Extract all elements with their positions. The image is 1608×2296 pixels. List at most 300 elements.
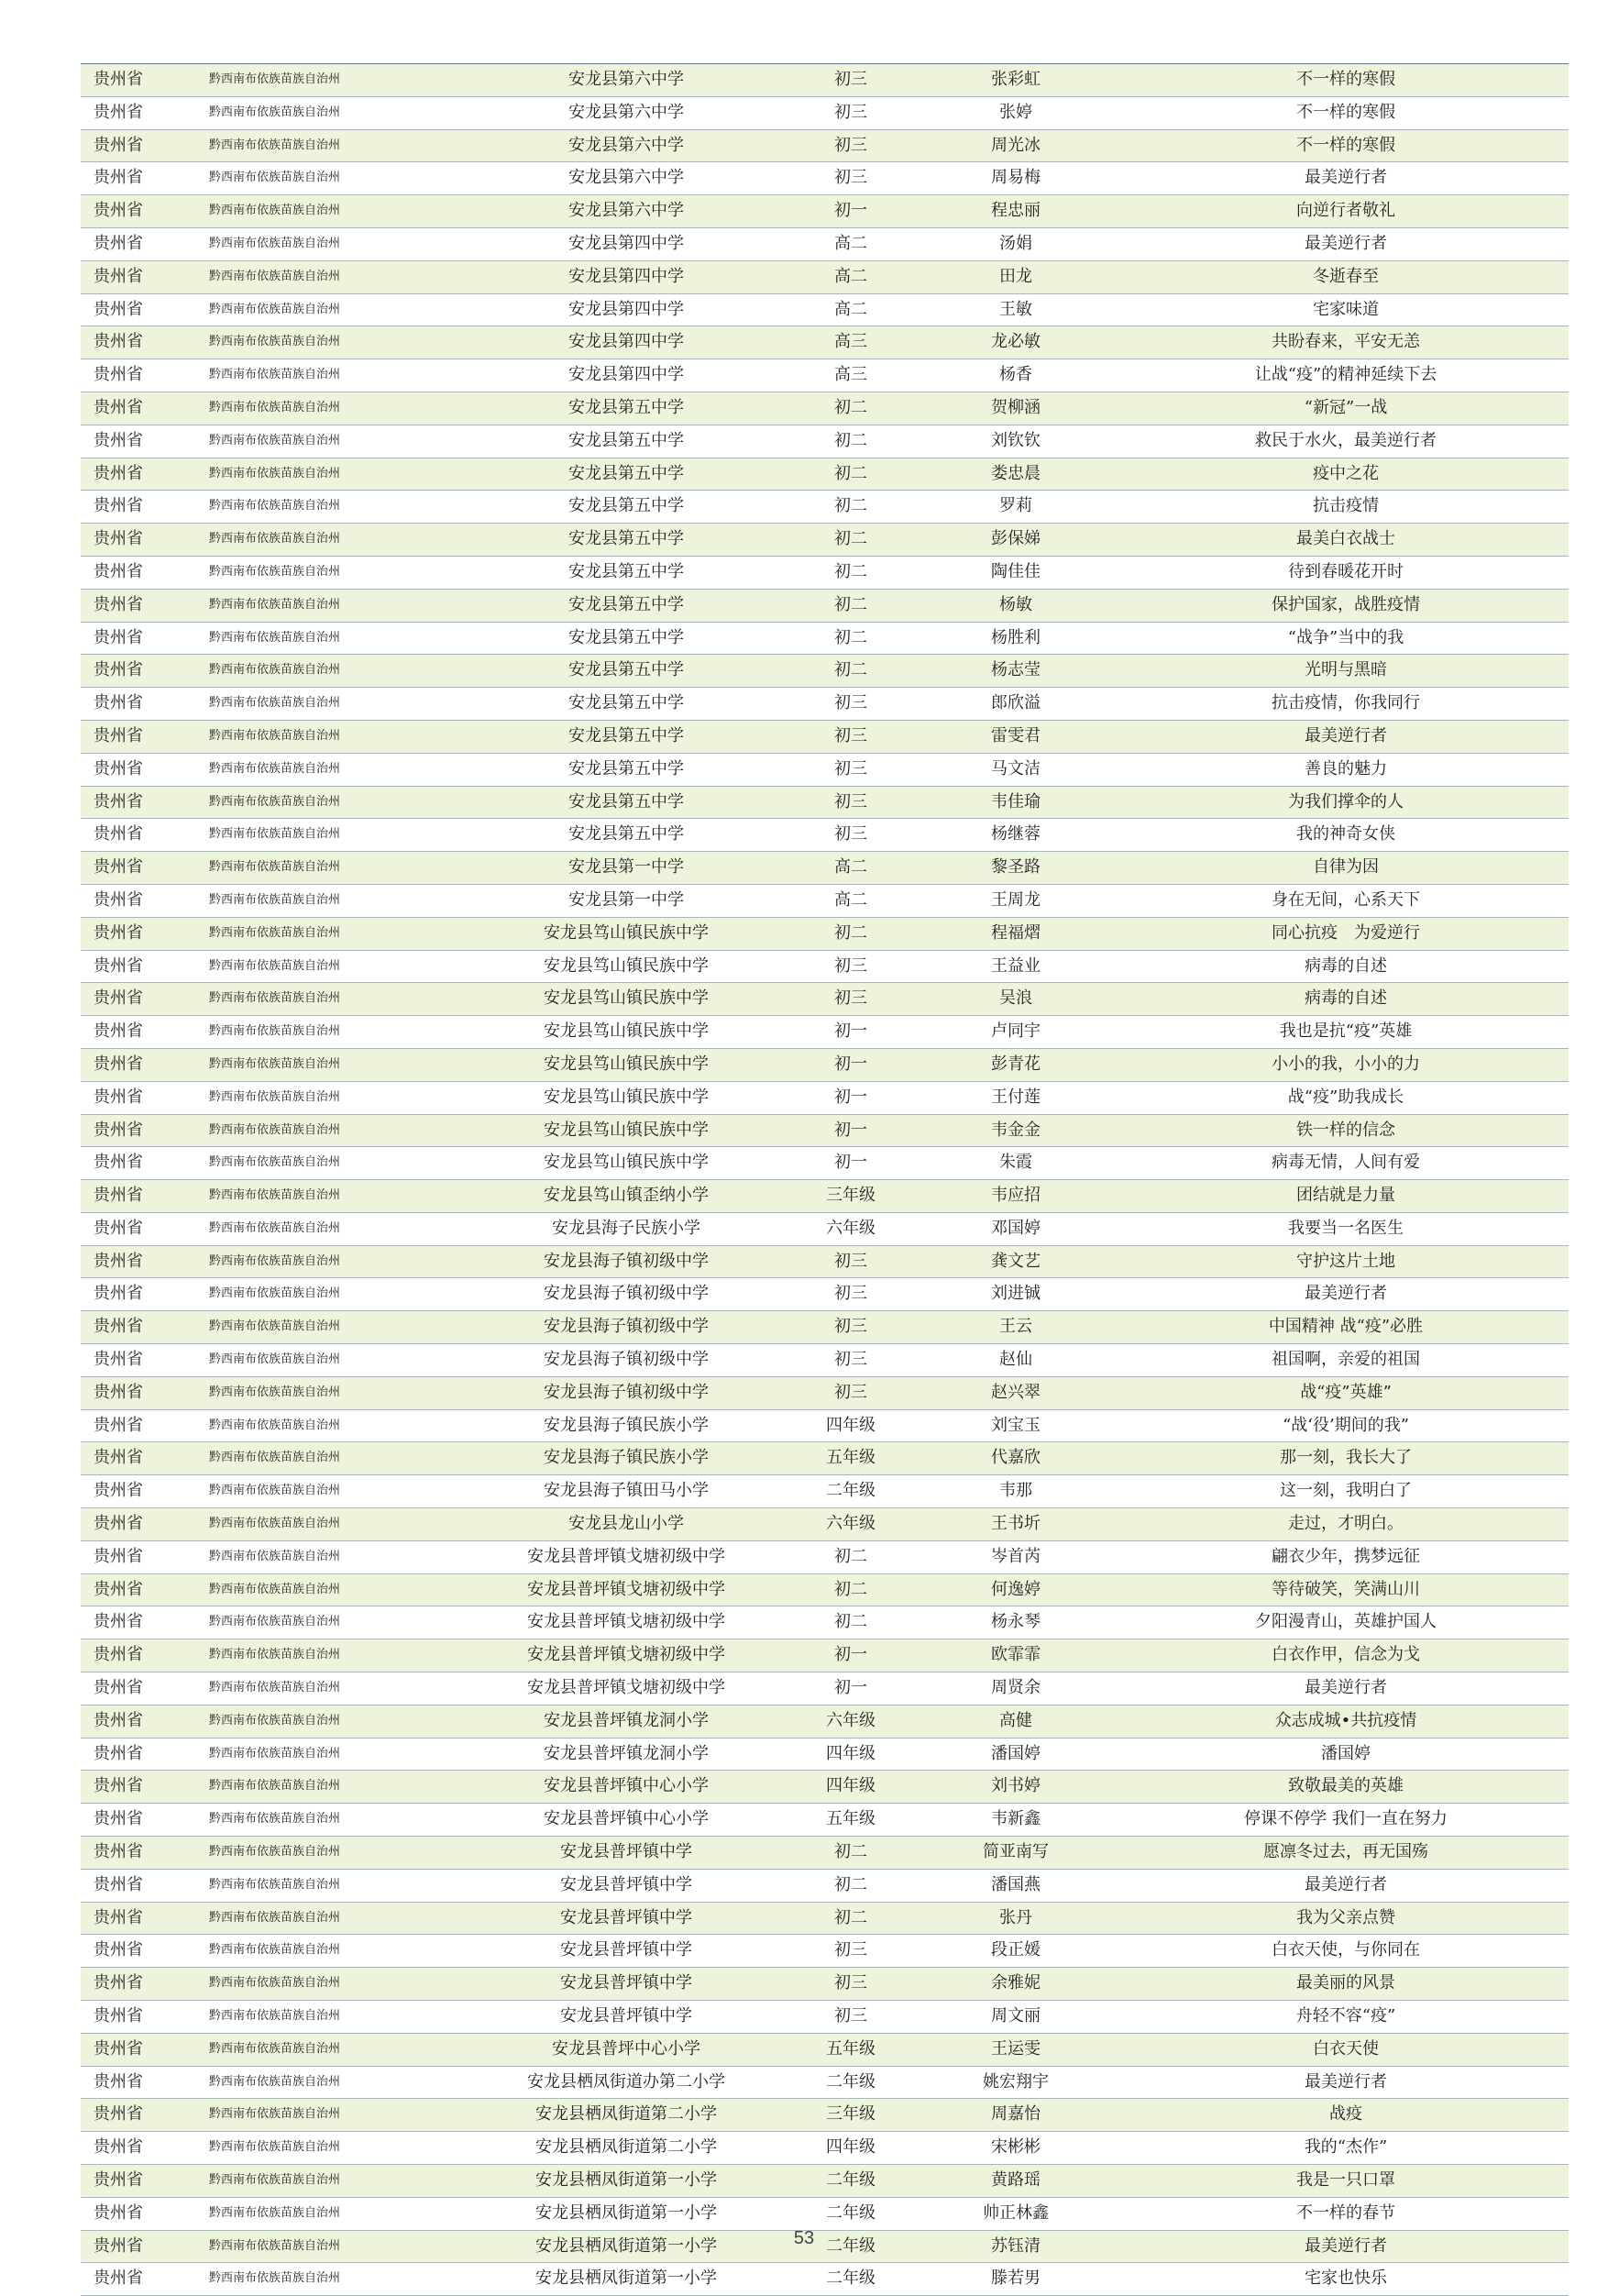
grade-cell: 初二 <box>834 1874 867 1894</box>
student-name-cell: 王书圻 <box>991 1514 1041 1534</box>
prefecture-cell: 黔西南布依族苗族自治州 <box>209 400 341 414</box>
grade-cell: 初二 <box>834 397 867 417</box>
table-row <box>81 983 1569 1016</box>
essay-title-cell: 不一样的寒假 <box>1296 135 1395 155</box>
student-name-cell: 潘国燕 <box>991 1874 1041 1894</box>
table-row <box>81 458 1569 491</box>
school-cell: 安龙县普坪镇龙洞小学 <box>544 1743 709 1763</box>
grade-cell: 初二 <box>834 1579 867 1599</box>
province-cell: 贵州省 <box>94 1251 143 1271</box>
grade-cell: 二年级 <box>826 2170 876 2190</box>
prefecture-cell: 黔西南布依族苗族自治州 <box>209 1549 341 1563</box>
prefecture-cell: 黔西南布依族苗族自治州 <box>209 1188 341 1203</box>
grade-cell: 初三 <box>834 693 867 713</box>
student-name-cell: 刘宝玉 <box>991 1415 1041 1435</box>
student-name-cell: 彭保娣 <box>991 529 1041 549</box>
school-cell: 安龙县海子镇初级中学 <box>544 1284 709 1304</box>
province-cell: 贵州省 <box>94 1874 143 1894</box>
province-cell: 贵州省 <box>94 693 143 713</box>
student-name-cell: 汤娟 <box>999 233 1032 253</box>
grade-cell: 初一 <box>834 1120 867 1140</box>
school-cell: 安龙县第五中学 <box>568 561 684 581</box>
province-cell: 贵州省 <box>94 1940 143 1960</box>
school-cell: 安龙县栖凤街道第一小学 <box>535 2268 717 2289</box>
table-row <box>81 655 1569 688</box>
prefecture-cell: 黔西南布依族苗族自治州 <box>209 2009 341 2024</box>
school-cell: 安龙县第五中学 <box>568 725 684 745</box>
province-cell: 贵州省 <box>94 1284 143 1304</box>
school-cell: 安龙县海子镇初级中学 <box>544 1382 709 1402</box>
province-cell: 贵州省 <box>94 791 143 811</box>
grade-cell: 初三 <box>834 791 867 811</box>
essay-title-cell: 团结就是力量 <box>1296 1186 1395 1206</box>
prefecture-cell: 黔西南布依族苗族自治州 <box>209 597 341 612</box>
school-cell: 安龙县笃山镇民族中学 <box>544 988 709 1009</box>
essay-title-cell: 等待破笑，笑满山川 <box>1272 1579 1420 1599</box>
table-row <box>81 1147 1569 1180</box>
grade-cell: 初三 <box>834 102 867 122</box>
student-name-cell: 周贤余 <box>991 1678 1041 1698</box>
student-name-cell: 刘书婷 <box>991 1776 1041 1796</box>
table-row <box>81 2067 1569 2100</box>
student-name-cell: 彭青花 <box>991 1054 1041 1074</box>
school-cell: 安龙县第五中学 <box>568 693 684 713</box>
grade-cell: 六年级 <box>826 1710 876 1730</box>
prefecture-cell: 黔西南布依族苗族自治州 <box>209 991 341 1006</box>
prefecture-cell: 黔西南布依族苗族自治州 <box>209 1056 341 1071</box>
province-cell: 贵州省 <box>94 430 143 450</box>
grade-cell: 初二 <box>834 1907 867 1927</box>
province-cell: 贵州省 <box>94 299 143 319</box>
grade-cell: 初二 <box>834 1842 867 1862</box>
essay-title-cell: 同心抗疫 为爱逆行 <box>1272 922 1420 943</box>
table-row <box>81 130 1569 163</box>
student-name-cell: 雷雯君 <box>991 725 1041 745</box>
student-name-cell: 周文丽 <box>991 2006 1041 2026</box>
province-cell: 贵州省 <box>94 627 143 647</box>
student-name-cell: 黄路瑶 <box>991 2170 1041 2190</box>
province-cell: 贵州省 <box>94 1678 143 1698</box>
table-row <box>81 261 1569 294</box>
prefecture-cell: 黔西南布依族苗族自治州 <box>209 2041 341 2056</box>
table-row <box>81 1115 1569 1148</box>
school-cell: 安龙县笃山镇民族中学 <box>544 955 709 976</box>
prefecture-cell: 黔西南布依族苗族自治州 <box>209 1582 341 1596</box>
prefecture-cell: 黔西南布依族苗族自治州 <box>209 72 341 86</box>
grade-cell: 初三 <box>834 70 867 89</box>
student-name-cell: 杨敏 <box>999 594 1032 614</box>
grade-cell: 初三 <box>834 758 867 778</box>
prefecture-cell: 黔西南布依族苗族自治州 <box>209 1910 341 1925</box>
school-cell: 安龙县栖凤街道第一小学 <box>535 2235 717 2256</box>
grade-cell: 初二 <box>834 430 867 450</box>
student-name-cell: 周光冰 <box>991 135 1041 155</box>
table-row <box>81 1672 1569 1705</box>
province-cell: 贵州省 <box>94 1218 143 1238</box>
table-row <box>81 852 1569 885</box>
student-name-cell: 贺柳涵 <box>991 397 1041 417</box>
grade-cell: 高三 <box>834 365 867 385</box>
province-cell: 贵州省 <box>94 365 143 385</box>
grade-cell: 初二 <box>834 922 867 943</box>
prefecture-cell: 黔西南布依族苗族自治州 <box>209 2074 341 2089</box>
student-name-cell: 简亚南写 <box>983 1842 1049 1862</box>
grade-cell: 四年级 <box>826 1776 876 1796</box>
prefecture-cell: 黔西南布依族苗族自治州 <box>209 1484 341 1498</box>
page-number: 53 <box>793 2228 815 2248</box>
grade-cell: 初三 <box>834 988 867 1009</box>
student-name-cell: 杨香 <box>999 365 1032 385</box>
essay-title-cell: 白衣作甲，信念为戈 <box>1272 1645 1420 1665</box>
school-cell: 安龙县笃山镇民族中学 <box>544 1087 709 1107</box>
table-row <box>81 1935 1569 1968</box>
school-cell: 安龙县普坪镇戈塘初级中学 <box>527 1678 725 1698</box>
table-row <box>81 1016 1569 1049</box>
essay-title-cell: 战“疫”英雄” <box>1300 1382 1392 1402</box>
student-name-cell: 罗莉 <box>999 496 1032 516</box>
grade-cell: 高二 <box>834 266 867 286</box>
school-cell: 安龙县第五中学 <box>568 660 684 680</box>
school-cell: 安龙县栖凤街道第二小学 <box>535 2104 717 2125</box>
school-cell: 安龙县海子镇民族小学 <box>544 1415 709 1435</box>
prefecture-cell: 黔西南布依族苗族自治州 <box>209 794 341 809</box>
essay-title-cell: 救民于水火，最美逆行者 <box>1255 430 1437 450</box>
essay-title-cell: 最美逆行者 <box>1305 725 1387 745</box>
province-cell: 贵州省 <box>94 168 143 188</box>
essay-title-cell: 病毒的自述 <box>1305 988 1387 1009</box>
school-cell: 安龙县海子民族小学 <box>552 1218 700 1238</box>
essay-title-cell: 抗击疫情，你我同行 <box>1272 693 1420 713</box>
province-cell: 贵州省 <box>94 496 143 516</box>
essay-title-cell: 病毒无情，人间有爱 <box>1272 1153 1420 1173</box>
essay-title-cell: 最美逆行者 <box>1305 1874 1387 1894</box>
grade-cell: 五年级 <box>826 1809 876 1829</box>
school-cell: 安龙县第一中学 <box>568 857 684 878</box>
grade-cell: 初三 <box>834 135 867 155</box>
table-row <box>81 1804 1569 1837</box>
province-cell: 贵州省 <box>94 1546 143 1566</box>
student-name-cell: 周嘉怡 <box>991 2104 1041 2125</box>
student-name-cell: 王益业 <box>991 955 1041 976</box>
school-cell: 安龙县笃山镇民族中学 <box>544 1153 709 1173</box>
school-cell: 安龙县普坪镇中心小学 <box>544 1809 709 1829</box>
table-row <box>81 1410 1569 1443</box>
student-name-cell: 韦金金 <box>991 1120 1041 1140</box>
student-name-cell: 朱霞 <box>999 1153 1032 1173</box>
grade-cell: 初一 <box>834 1645 867 1665</box>
essay-title-cell: 最美逆行者 <box>1305 1284 1387 1304</box>
essay-title-cell: 舟轻不容“疫” <box>1295 2006 1396 2026</box>
school-cell: 安龙县第五中学 <box>568 496 684 516</box>
province-cell: 贵州省 <box>94 1087 143 1107</box>
province-cell: 贵州省 <box>94 2137 143 2158</box>
student-name-cell: 余雅妮 <box>991 1973 1041 1993</box>
province-cell: 贵州省 <box>94 725 143 745</box>
essay-title-cell: 众志成城•共抗疫情 <box>1274 1710 1417 1730</box>
grade-cell: 初二 <box>834 594 867 614</box>
student-name-cell: 王云 <box>999 1317 1032 1337</box>
student-name-cell: 段正媛 <box>991 1940 1041 1960</box>
grade-cell: 初二 <box>834 1612 867 1632</box>
school-cell: 安龙县普坪镇戈塘初级中学 <box>527 1612 725 1632</box>
prefecture-cell: 黔西南布依族苗族自治州 <box>209 696 341 711</box>
grade-cell: 初一 <box>834 201 867 221</box>
student-name-cell: 赵仙 <box>999 1350 1032 1370</box>
grade-cell: 初三 <box>834 2006 867 2026</box>
school-cell: 安龙县第一中学 <box>568 889 684 910</box>
prefecture-cell: 黔西南布依族苗族自治州 <box>209 860 341 875</box>
province-cell: 贵州省 <box>94 2235 143 2256</box>
student-name-cell: 王周龙 <box>991 889 1041 910</box>
essay-title-cell: 最美逆行者 <box>1305 233 1387 253</box>
prefecture-cell: 黔西南布依族苗族自治州 <box>209 1220 341 1235</box>
grade-cell: 二年级 <box>826 1481 876 1501</box>
student-name-cell: 王运雯 <box>991 2038 1041 2059</box>
table-row <box>81 1278 1569 1311</box>
student-name-cell: 杨胜利 <box>991 627 1041 647</box>
prefecture-cell: 黔西南布依族苗族自治州 <box>209 663 341 678</box>
table-row <box>81 491 1569 524</box>
student-name-cell: 陶佳佳 <box>991 561 1041 581</box>
table-row <box>81 1180 1569 1213</box>
essay-title-cell: 守护这片土地 <box>1296 1251 1395 1271</box>
essay-title-cell: 病毒的自述 <box>1305 955 1387 976</box>
student-name-cell: 娄忠晨 <box>991 463 1041 483</box>
essay-title-cell: 自律为因 <box>1313 857 1379 878</box>
essay-title-cell: 共盼春来，平安无恙 <box>1272 332 1420 352</box>
table-row <box>81 1606 1569 1639</box>
prefecture-cell: 黔西南布依族苗族自治州 <box>209 236 341 250</box>
grade-cell: 二年级 <box>826 2202 876 2223</box>
student-name-cell: 杨永琴 <box>991 1612 1041 1632</box>
province-cell: 贵州省 <box>94 1054 143 1074</box>
essay-title-cell: 善良的魅力 <box>1305 758 1387 778</box>
province-cell: 贵州省 <box>94 529 143 549</box>
grade-cell: 初二 <box>834 660 867 680</box>
prefecture-cell: 黔西南布依族苗族自治州 <box>209 892 341 907</box>
table-row <box>81 2132 1569 2165</box>
prefecture-cell: 黔西南布依族苗族自治州 <box>209 564 341 579</box>
school-cell: 安龙县普坪镇龙洞小学 <box>544 1710 709 1730</box>
school-cell: 安龙县第六中学 <box>568 168 684 188</box>
grade-cell: 四年级 <box>826 1415 876 1435</box>
province-cell: 贵州省 <box>94 1710 143 1730</box>
essay-title-cell: 宅家味道 <box>1313 299 1379 319</box>
school-cell: 安龙县第四中学 <box>568 299 684 319</box>
school-cell: 安龙县普坪镇中学 <box>560 1874 692 1894</box>
grade-cell: 五年级 <box>826 1448 876 1468</box>
student-name-cell: 龙必敏 <box>991 332 1041 352</box>
student-name-cell: 刘进铖 <box>991 1284 1041 1304</box>
grade-cell: 初一 <box>834 1087 867 1107</box>
essay-title-cell: 疫中之花 <box>1313 463 1379 483</box>
school-cell: 安龙县第四中学 <box>568 233 684 253</box>
essay-title-cell: 最美逆行者 <box>1305 2071 1387 2092</box>
table-row <box>81 1639 1569 1672</box>
student-name-cell: 宋彬彬 <box>991 2137 1041 2158</box>
grade-cell: 四年级 <box>826 1743 876 1763</box>
table-row <box>81 590 1569 623</box>
province-cell: 贵州省 <box>94 1776 143 1796</box>
school-cell: 安龙县龙山小学 <box>568 1514 684 1534</box>
essay-title-cell: 为我们撑伞的人 <box>1288 791 1404 811</box>
province-cell: 贵州省 <box>94 1809 143 1829</box>
province-cell: 贵州省 <box>94 1973 143 1993</box>
essay-title-cell: 我为父亲点赞 <box>1296 1907 1395 1927</box>
province-cell: 贵州省 <box>94 266 143 286</box>
table-row <box>81 2001 1569 2034</box>
essay-title-cell: 那一刻，我长大了 <box>1280 1448 1412 1468</box>
essay-title-cell: 潘国婷 <box>1321 1743 1371 1763</box>
province-cell: 贵州省 <box>94 1153 143 1173</box>
prefecture-cell: 黔西南布依族苗族自治州 <box>209 1615 341 1629</box>
grade-cell: 高二 <box>834 889 867 910</box>
province-cell: 贵州省 <box>94 332 143 352</box>
essay-title-cell: 让战“疫”的精神延续下去 <box>1254 365 1437 385</box>
school-cell: 安龙县普坪镇中学 <box>560 1842 692 1862</box>
grade-cell: 初三 <box>834 955 867 976</box>
essay-title-cell: 我要当一名医生 <box>1288 1218 1404 1238</box>
essay-title-cell: 我的“杰作” <box>1304 2137 1388 2158</box>
province-cell: 贵州省 <box>94 1186 143 1206</box>
grade-cell: 高二 <box>834 857 867 878</box>
grade-cell: 三年级 <box>826 2104 876 2125</box>
school-cell: 安龙县第四中学 <box>568 266 684 286</box>
essay-title-cell: 冬逝春至 <box>1313 266 1379 286</box>
school-cell: 安龙县普坪镇戈塘初级中学 <box>527 1579 725 1599</box>
table-row <box>81 787 1569 820</box>
grade-cell: 初三 <box>834 1350 867 1370</box>
student-name-cell: 杨志莹 <box>991 660 1041 680</box>
student-name-cell: 马文洁 <box>991 758 1041 778</box>
table-row <box>81 228 1569 261</box>
prefecture-cell: 黔西南布依族苗族自治州 <box>209 532 341 546</box>
province-cell: 贵州省 <box>94 1514 143 1534</box>
student-name-cell: 邓国婷 <box>991 1218 1041 1238</box>
school-cell: 安龙县普坪中心小学 <box>552 2038 700 2059</box>
grade-cell: 高二 <box>834 233 867 253</box>
table-row <box>81 359 1569 392</box>
table-row <box>81 1049 1569 1082</box>
school-cell: 安龙县第五中学 <box>568 463 684 483</box>
school-cell: 安龙县第五中学 <box>568 397 684 417</box>
province-cell: 贵州省 <box>94 2006 143 2026</box>
province-cell: 贵州省 <box>94 594 143 614</box>
prefecture-cell: 黔西南布依族苗族自治州 <box>209 499 341 513</box>
table-row <box>81 2198 1569 2231</box>
student-name-cell: 欧霏霏 <box>991 1645 1041 1665</box>
prefecture-cell: 黔西南布依族苗族自治州 <box>209 1812 341 1827</box>
school-cell: 安龙县海子镇初级中学 <box>544 1317 709 1337</box>
table-row <box>81 819 1569 852</box>
table-row <box>81 885 1569 918</box>
province-cell: 贵州省 <box>94 857 143 878</box>
province-cell: 贵州省 <box>94 1448 143 1468</box>
student-name-cell: 程忠丽 <box>991 201 1041 221</box>
prefecture-cell: 黔西南布依族苗族自治州 <box>209 925 341 940</box>
essay-title-cell: 光明与黑暗 <box>1305 660 1387 680</box>
province-cell: 贵州省 <box>94 1481 143 1501</box>
table-row <box>81 1475 1569 1508</box>
province-cell: 贵州省 <box>94 2071 143 2092</box>
table-row <box>81 1508 1569 1541</box>
grade-cell: 二年级 <box>826 2235 876 2256</box>
grade-cell: 初三 <box>834 1973 867 1993</box>
grade-cell: 六年级 <box>826 1514 876 1534</box>
student-name-cell: 张丹 <box>999 1907 1032 1927</box>
grade-cell: 高二 <box>834 299 867 319</box>
school-cell: 安龙县普坪镇中学 <box>560 1907 692 1927</box>
grade-cell: 初三 <box>834 1317 867 1337</box>
prefecture-cell: 黔西南布依族苗族自治州 <box>209 1024 341 1039</box>
prefecture-cell: 黔西南布依族苗族自治州 <box>209 1286 341 1301</box>
table-row <box>81 2034 1569 2067</box>
essay-title-cell: 祖国啊，亲爱的祖国 <box>1272 1350 1420 1370</box>
student-name-cell: 韦佳瑜 <box>991 791 1041 811</box>
school-cell: 安龙县海子镇初级中学 <box>544 1350 709 1370</box>
province-cell: 贵州省 <box>94 463 143 483</box>
school-cell: 安龙县海子镇民族小学 <box>544 1448 709 1468</box>
table-row <box>81 195 1569 228</box>
essay-title-cell: 宅家也快乐 <box>1305 2268 1387 2289</box>
table-row <box>81 1771 1569 1804</box>
table-row <box>81 1837 1569 1870</box>
province-cell: 贵州省 <box>94 2268 143 2289</box>
province-cell: 贵州省 <box>94 1907 143 1927</box>
grade-cell: 初二 <box>834 561 867 581</box>
grade-cell: 初二 <box>834 627 867 647</box>
prefecture-cell: 黔西南布依族苗族自治州 <box>209 1385 341 1399</box>
province-cell: 贵州省 <box>94 233 143 253</box>
grade-cell: 初二 <box>834 463 867 483</box>
student-name-cell: 龚文艺 <box>991 1251 1041 1271</box>
school-cell: 安龙县第六中学 <box>568 102 684 122</box>
school-cell: 安龙县第五中学 <box>568 791 684 811</box>
essay-title-cell: 翩衣少年，携梦远征 <box>1272 1546 1420 1566</box>
essay-title-cell: 这一刻，我明白了 <box>1280 1481 1412 1501</box>
student-name-cell: 岑首芮 <box>991 1546 1041 1566</box>
prefecture-cell: 黔西南布依族苗族自治州 <box>209 1517 341 1531</box>
prefecture-cell: 黔西南布依族苗族自治州 <box>209 204 341 218</box>
province-cell: 贵州省 <box>94 758 143 778</box>
prefecture-cell: 黔西南布依族苗族自治州 <box>209 1122 341 1137</box>
province-cell: 贵州省 <box>94 660 143 680</box>
school-cell: 安龙县海子镇田马小学 <box>544 1481 709 1501</box>
school-cell: 安龙县第五中学 <box>568 529 684 549</box>
province-cell: 贵州省 <box>94 1317 143 1337</box>
essay-title-cell: 走过，才明白。 <box>1288 1514 1404 1534</box>
province-cell: 贵州省 <box>94 1415 143 1435</box>
essay-title-cell: “战争”当中的我 <box>1287 627 1404 647</box>
student-name-cell: 王敏 <box>999 299 1032 319</box>
grade-cell: 初三 <box>834 1382 867 1402</box>
province-cell: 贵州省 <box>94 1120 143 1140</box>
province-cell: 贵州省 <box>94 2104 143 2125</box>
school-cell: 安龙县普坪镇中学 <box>560 1973 692 1993</box>
school-cell: 安龙县第四中学 <box>568 332 684 352</box>
prefecture-cell: 黔西南布依族苗族自治州 <box>209 1746 341 1761</box>
province-cell: 贵州省 <box>94 988 143 1009</box>
student-name-cell: 杨继蓉 <box>991 824 1041 844</box>
essay-title-cell: 铁一样的信念 <box>1296 1120 1395 1140</box>
province-cell: 贵州省 <box>94 1743 143 1763</box>
essay-title-cell: 不一样的寒假 <box>1296 102 1395 122</box>
school-cell: 安龙县栖凤街道第一小学 <box>535 2202 717 2223</box>
school-cell: 安龙县第五中学 <box>568 594 684 614</box>
province-cell: 贵州省 <box>94 201 143 221</box>
essay-title-cell: 战疫 <box>1329 2104 1362 2125</box>
province-cell: 贵州省 <box>94 561 143 581</box>
